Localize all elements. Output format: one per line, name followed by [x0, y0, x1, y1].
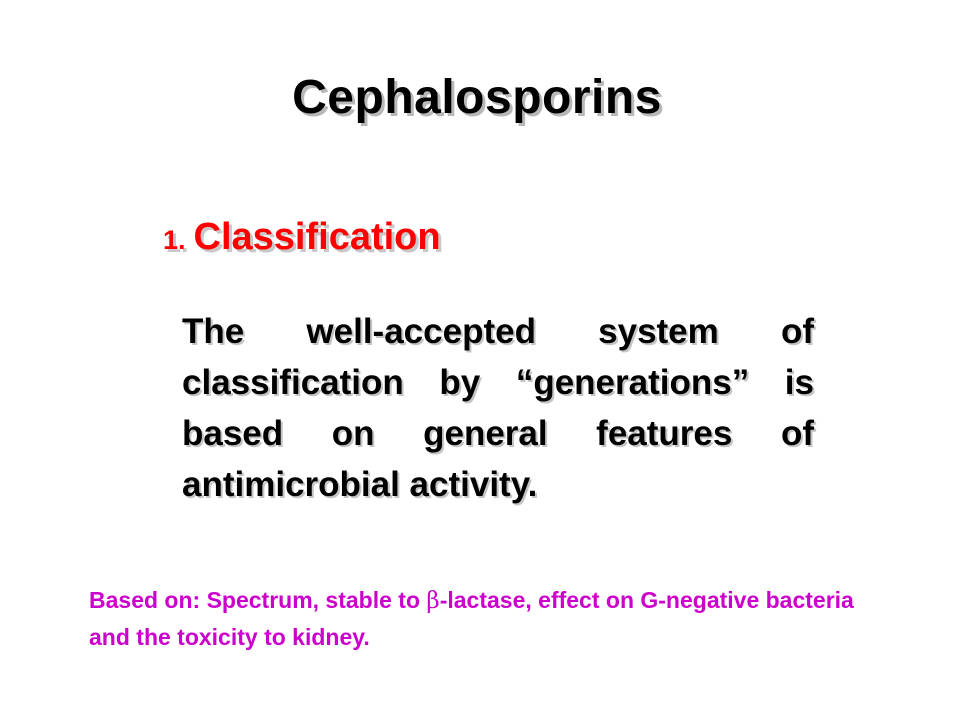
footnote-text-start: Based on: Spectrum, stable to: [89, 587, 427, 613]
beta-symbol: β: [426, 588, 440, 614]
section-heading-label: Classification: [193, 216, 441, 258]
section-number: 1.: [163, 225, 186, 255]
body-paragraph: The well-accepted system of classification by “generations” is based on general features of antimicrobial activity.: [182, 312, 814, 504]
slide-title: Cephalosporins: [292, 71, 662, 124]
footnote: [89, 582, 899, 655]
section-heading: [163, 216, 441, 259]
footnote-text-end: -lactase, effect on G-negative bacteria and the toxicity to kidney.: [89, 587, 854, 650]
